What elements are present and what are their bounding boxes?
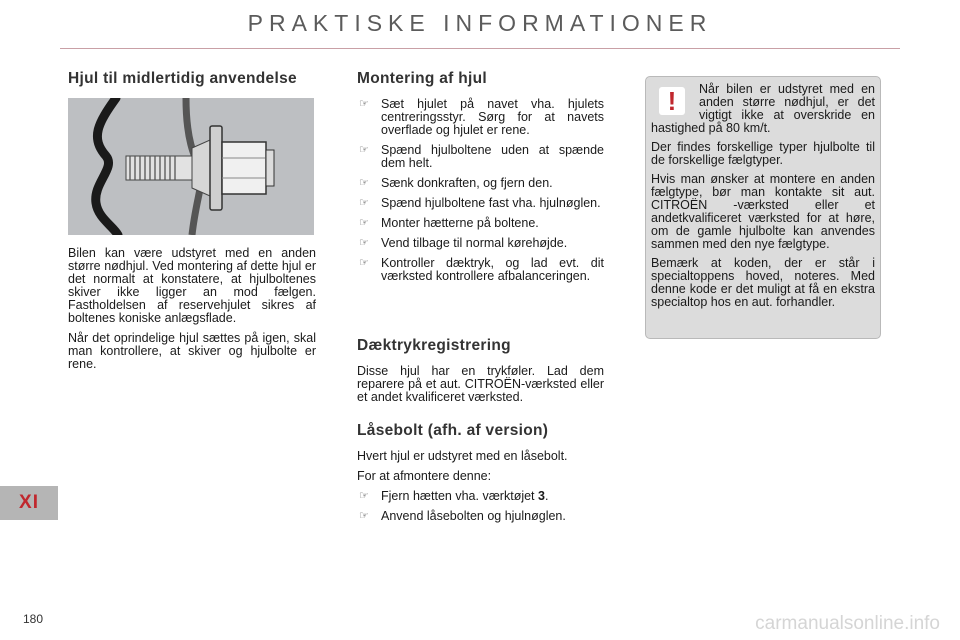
pointing-hand-icon: ☞ xyxy=(359,197,369,209)
wheel-bolt-illustration xyxy=(68,98,314,235)
page-title: PRAKTISKE INFORMATIONER xyxy=(247,10,713,36)
list-item-text: Spænd hjulboltene fast vha. hjulnøglen. xyxy=(381,196,601,210)
paragraph: For at afmontere denne: xyxy=(357,469,492,483)
paragraph: Når bilen er udstyret med en anden større nødhjul, er det vigtigt ikke at overskride en hastighed på 80 km/t. xyxy=(651,82,875,135)
section-heading-mounting: Montering af hjul xyxy=(357,70,487,87)
chapter-tab xyxy=(0,486,58,520)
paragraph: Hvert hjul er udstyret med en låsebolt. xyxy=(357,449,568,463)
pointing-hand-icon: ☞ xyxy=(359,237,369,249)
list-item xyxy=(357,217,604,230)
page-number: 180 xyxy=(23,612,44,626)
list-item-text: Sæt hjulet på navet vha. hjulets centreringsstyr. Sørg for at navets overflade og hjulet er rene. xyxy=(381,97,604,137)
mounting-steps-list xyxy=(357,98,604,283)
paragraph: Når det oprindelige hjul sættes på igen, skal man kontrollere, at skiver og hjulbolte er rene. xyxy=(68,331,316,371)
section-heading-tire-pressure: Dæktrykregistrering xyxy=(357,337,511,354)
list-item xyxy=(357,510,604,523)
list-item-text: Anvend låsebolten og hjulnøglen. xyxy=(381,509,566,523)
paragraph: Bemærk at koden, der er står i specialtoppens hoved, noteres. Med denne kode er det muligt at få en ekstra specialtop hos en aut. forhandler. xyxy=(651,256,875,309)
pointing-hand-icon: ☞ xyxy=(359,98,369,110)
paragraph: Hvis man ønsker at montere en anden fælgtype, bør man kontakte sit aut. CITROËN -værksted eller et andetkvalificeret værksted for at høre, om de gamle hjulbolte kan anvendes sammen med den nye fælgtype. xyxy=(651,172,875,251)
list-item xyxy=(357,177,604,190)
list-item-text: Sænk donkraften, og fjern den. xyxy=(381,176,553,190)
paragraph: Disse hjul har en trykføler. Lad dem reparere på et aut. CITROËN-værksted eller et andet kvalificeret værksted. xyxy=(357,364,604,404)
warning-box xyxy=(645,76,881,339)
pointing-hand-icon: ☞ xyxy=(359,144,369,156)
list-item xyxy=(357,257,604,283)
list-item-text: Fjern hætten vha. værktøjet xyxy=(381,489,539,503)
list-item xyxy=(357,144,604,170)
header-divider xyxy=(60,48,900,49)
pointing-hand-icon: ☞ xyxy=(359,217,369,229)
pointing-hand-icon: ☞ xyxy=(359,257,369,269)
warning-glyph: ! xyxy=(667,86,677,116)
pointing-hand-icon: ☞ xyxy=(359,510,369,522)
section-heading-locking-bolt: Låsebolt (afh. af version) xyxy=(357,422,549,439)
paragraph: Bilen kan være udstyret med en anden større nødhjul. Ved montering af dette hjul er det normalt at konstatere, at hjulboltenes skiver ikke ligger an mod fælgen. Fastholdelsen af reservehjulet sikres af boltenes koniske anlægsflade. xyxy=(68,246,316,325)
locking-bolt-steps-list xyxy=(357,490,604,523)
list-item-text: Monter hætterne på boltene. xyxy=(381,216,539,230)
list-item-text: . xyxy=(544,489,549,503)
pointing-hand-icon: ☞ xyxy=(359,177,369,189)
list-item-text: Kontroller dæktryk, og lad evt. dit værksted kontrollere afbalanceringen. xyxy=(381,256,604,283)
chapter-label: XI xyxy=(19,492,39,513)
pointing-hand-icon: ☞ xyxy=(359,490,369,502)
tool-number: 3 xyxy=(538,489,545,503)
wheel-bolt-drawing xyxy=(68,98,314,235)
watermark: carmanualsonline.info xyxy=(755,613,940,634)
list-item-text: Vend tilbage til normal kørehøjde. xyxy=(381,236,568,250)
list-item xyxy=(357,197,604,210)
section-heading-temporary-wheel: Hjul til midlertidig anvendelse xyxy=(68,70,297,87)
list-item xyxy=(357,490,604,503)
paragraph: Der findes forskellige typer hjulbolte til de forskellige fælgtyper. xyxy=(651,140,875,167)
warning-exclamation-icon xyxy=(659,87,685,115)
list-item-text: Spænd hjulboltene uden at spænde dem helt. xyxy=(381,143,604,170)
list-item xyxy=(357,98,604,137)
left-column xyxy=(68,70,316,378)
list-item xyxy=(357,237,604,250)
middle-column xyxy=(357,70,604,530)
